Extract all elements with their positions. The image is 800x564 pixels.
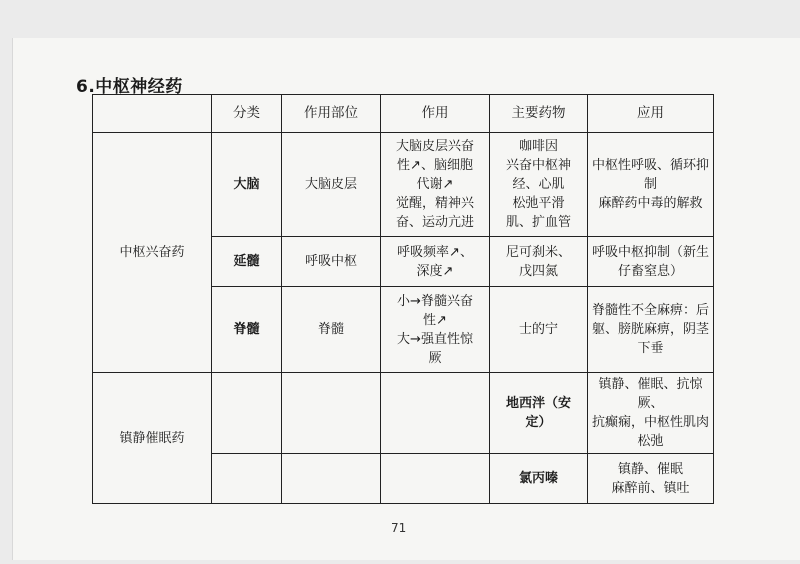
table-header-row: [93, 95, 714, 133]
header-drugs: 主要药物: [490, 95, 588, 133]
empty-cell: [282, 454, 381, 504]
drugs-cell: 氯丙嗪: [490, 454, 588, 504]
action-cell: 呼吸频率↗、 深度↗: [381, 237, 490, 287]
header-category: 分类: [212, 95, 282, 133]
site-cell: 呼吸中枢: [282, 237, 381, 287]
cns-drug-table: [92, 94, 714, 504]
action-cell: 小→脊髓兴奋 性↗ 大→强直性惊 厥: [381, 287, 490, 373]
empty-cell: [212, 454, 282, 504]
drugs-cell: 士的宁: [490, 287, 588, 373]
header-application: 应用: [588, 95, 714, 133]
application-cell: 脊髓性不全麻痹：后 躯、膀胱麻痹，阴茎 下垂: [588, 287, 714, 373]
table-row: [93, 373, 714, 454]
header-action: 作用: [381, 95, 490, 133]
group-label-stimulants: 中枢兴奋药: [93, 133, 212, 373]
application-cell: 镇静、催眠、抗惊厥、 抗癫痫，中枢性肌肉 松弛: [588, 373, 714, 454]
empty-cell: [282, 373, 381, 454]
table-row: [93, 133, 714, 237]
drugs-cell: 地西泮（安 定）: [490, 373, 588, 454]
category-cell: 脊髓: [212, 287, 282, 373]
drugs-cell: 咖啡因 兴奋中枢神 经、心肌 松弛平滑 肌、扩血管: [490, 133, 588, 237]
empty-cell: [381, 454, 490, 504]
action-cell: 大脑皮层兴奋 性↗、脑细胞 代谢↗ 觉醒，精神兴 奋、运动亢进: [381, 133, 490, 237]
site-cell: 大脑皮层: [282, 133, 381, 237]
category-cell: 延髓: [212, 237, 282, 287]
section-title: 6.中枢神经药: [76, 77, 183, 97]
page-number: 71: [391, 521, 407, 535]
header-site: 作用部位: [282, 95, 381, 133]
header-blank: [93, 95, 212, 133]
category-cell: 大脑: [212, 133, 282, 237]
empty-cell: [212, 373, 282, 454]
application-cell: 中枢性呼吸、循环抑 制 麻醉药中毒的解救: [588, 133, 714, 237]
drugs-cell: 尼可刹米、 戊四氮: [490, 237, 588, 287]
application-cell: 镇静、催眠 麻醉前、镇吐: [588, 454, 714, 504]
application-cell: 呼吸中枢抑制（新生 仔畜窒息）: [588, 237, 714, 287]
empty-cell: [381, 373, 490, 454]
site-cell: 脊髓: [282, 287, 381, 373]
group-label-sedatives: 镇静催眠药: [93, 373, 212, 504]
